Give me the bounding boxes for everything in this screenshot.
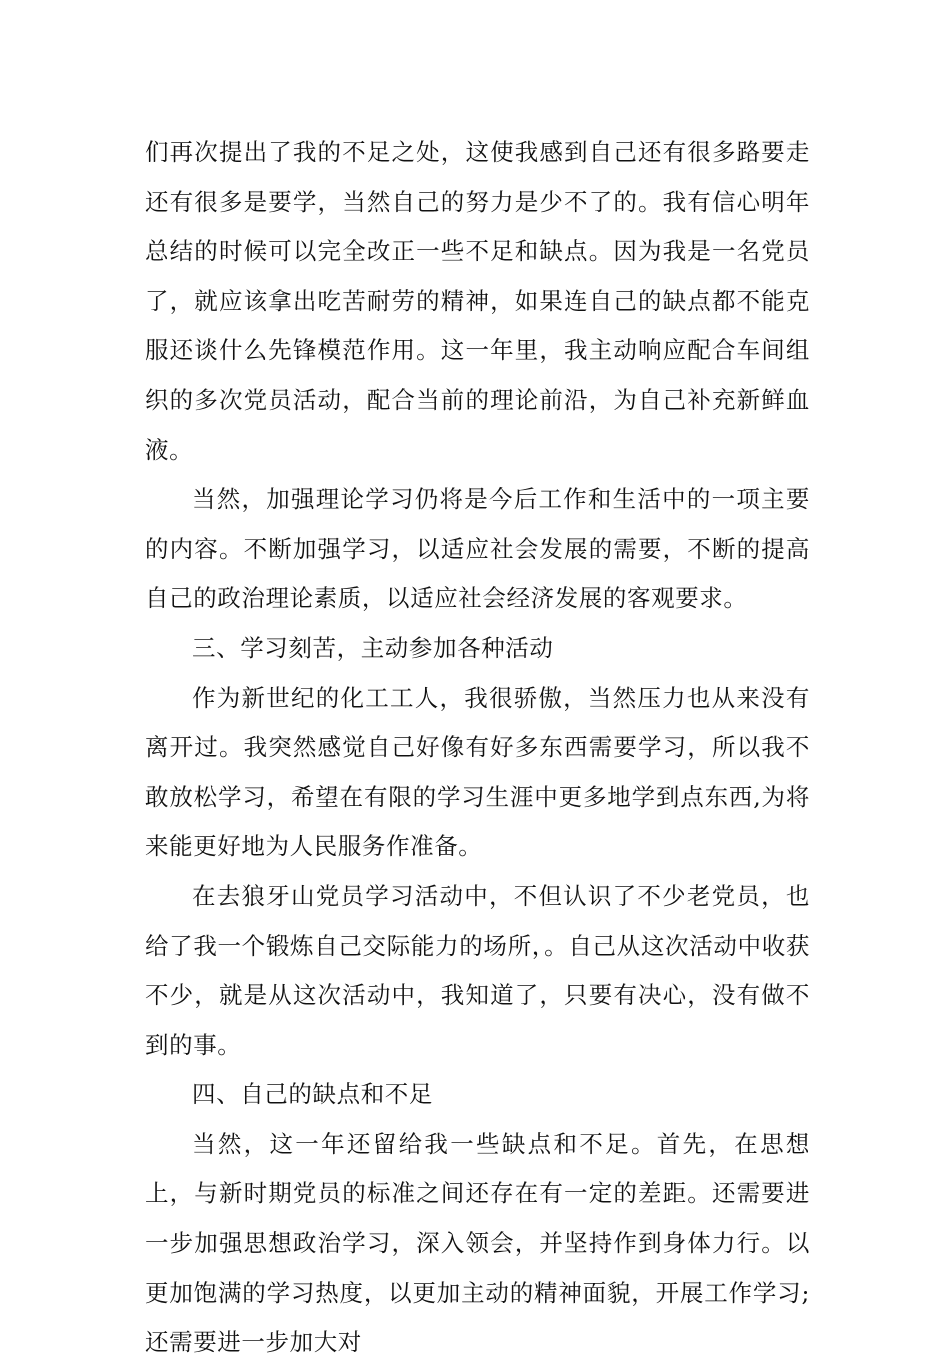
paragraph-theory-study: 当然，加强理论学习仍将是今后工作和生活中的一项主要的内容。不断加强学习，以适应社会发展的需要，不断的提高自己的政治理论素质，以适应社会经济发展的客观要求。 — [145, 485, 810, 613]
document-body — [145, 128, 810, 1368]
paragraph-chemical-worker: 作为新世纪的化工工人，我很骄傲，当然压力也从来没有离开过。我突然感觉自己好像有好多东西需要学习，所以我不敢放松学习，希望在有限的学习生涯中更多地学到点东西,为将来能更好地为人民服务作准备。 — [145, 683, 810, 861]
paragraph-shortcomings: 当然，这一年还留给我一些缺点和不足。首先，在思想上，与新时期党员的标准之间还存在有一定的差距。还需要进一步加强思想政治学习，深入领会，并坚持作到身体力行。以更加饱满的学习热度，以更加主动的精神面貌，开展工作学习;还需要进一步加大对 — [145, 1129, 810, 1357]
section-heading-four: 四、自己的缺点和不足 — [192, 1080, 433, 1109]
section-heading-three: 三、学习刻苦，主动参加各种活动 — [192, 633, 554, 662]
paragraph-langya-activity: 在去狼牙山党员学习活动中，不但认识了不少老党员，也给了我一个锻炼自己交际能力的场所，。自己从这次活动中收获不少，就是从这次活动中，我知道了，只要有决心，没有做不到的事。 — [145, 881, 810, 1059]
paragraph-continuation: 们再次提出了我的不足之处，这使我感到自己还有很多路要走还有很多是要学，当然自己的努力是少不了的。我有信心明年总结的时候可以完全改正一些不足和缺点。因为我是一名党员了，就应该拿出吃苦耐劳的精神，如果连自己的缺点都不能克服还谈什么先锋模范作用。这一年里，我主动响应配合车间组织的多次党员活动，配合当前的理论前沿，为自己补充新鲜血液。 — [145, 138, 810, 464]
